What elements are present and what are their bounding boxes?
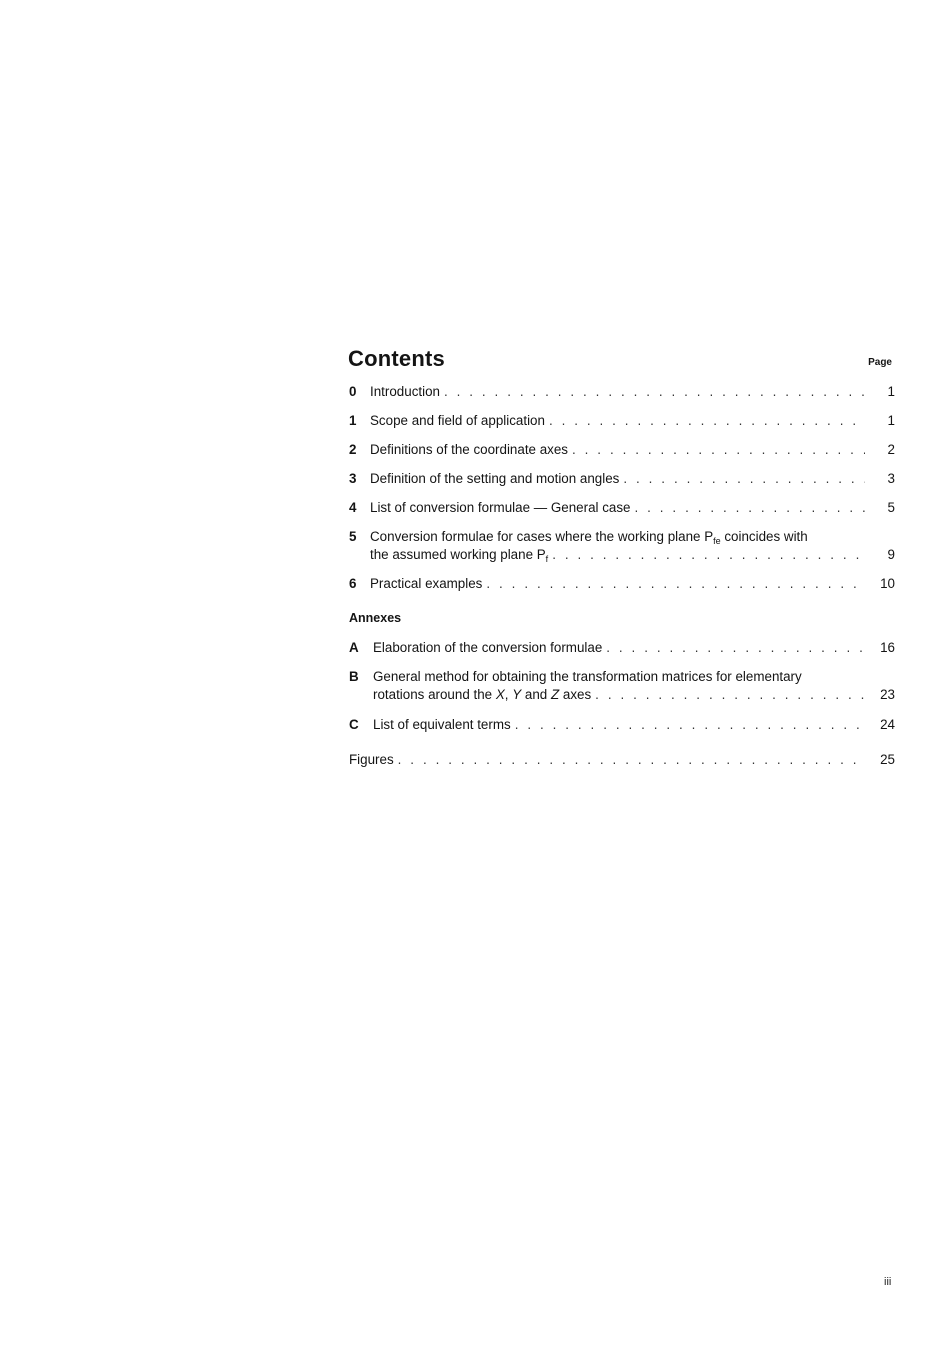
dot-leader [515, 716, 865, 734]
subscript: f [545, 554, 549, 564]
entry-page: 24 [880, 717, 895, 732]
title-text: axes [559, 687, 592, 702]
entry-title-line2 [370, 546, 548, 568]
dot-leader [572, 441, 865, 459]
dot-leader [398, 751, 865, 769]
annex-letter: C [349, 717, 359, 732]
page-number: iii [884, 1276, 892, 1288]
entry-number: 2 [349, 442, 357, 457]
title-text: coincides with [720, 529, 808, 544]
annex-letter: A [349, 640, 359, 655]
toc-annex-a[interactable] [348, 639, 895, 657]
subscript: fe [713, 536, 721, 546]
toc-entry-practical-examples[interactable] [348, 575, 895, 593]
toc-entry-definitions-axes[interactable] [348, 441, 895, 459]
entry-title: List of equivalent terms [373, 717, 511, 732]
entry-title-line2 [373, 686, 591, 704]
entry-title: List of conversion formulae — General case [370, 500, 631, 515]
dot-leader [486, 575, 865, 593]
entry-page: 5 [887, 500, 895, 515]
dot-leader [552, 546, 865, 564]
annexes-heading: Annexes [349, 611, 402, 625]
entry-number: 1 [349, 413, 357, 428]
title-text: and [521, 687, 551, 702]
title-text: rotations around the [373, 687, 496, 702]
toc-entry-introduction[interactable] [348, 383, 895, 401]
entry-title: Definition of the setting and motion angles [370, 471, 620, 486]
entry-number: 3 [349, 471, 357, 486]
entry-number: 0 [349, 384, 357, 399]
title-text: Conversion formulae for cases where the working plane P [370, 529, 714, 544]
dot-leader [444, 383, 865, 401]
dot-leader [595, 686, 865, 704]
axis-z: Z [550, 687, 560, 702]
entry-title: Practical examples [370, 576, 483, 591]
title-text: , [504, 687, 513, 702]
entry-page: 16 [880, 640, 895, 655]
entry-page: 25 [880, 752, 895, 767]
title-text: the assumed working plane P [370, 547, 546, 562]
toc-annex-b[interactable] [348, 668, 895, 704]
toc-entry-conversion-general[interactable] [348, 499, 895, 517]
toc-entry-setting-motion-angles[interactable] [348, 470, 895, 488]
entry-title: Scope and field of application [370, 413, 545, 428]
entry-title-line1: General method for obtaining the transformation matrices for elementary [373, 669, 802, 684]
toc-header [348, 346, 895, 378]
table-of-contents [348, 346, 895, 767]
toc-figures[interactable] [348, 751, 895, 769]
toc-annex-c[interactable] [348, 716, 895, 734]
entry-page: 23 [880, 687, 895, 702]
dot-leader [635, 499, 866, 517]
dot-leader [549, 412, 865, 430]
entry-title: Elaboration of the conversion formulae [373, 640, 603, 655]
annex-letter: B [349, 669, 359, 684]
entry-title: Introduction [370, 384, 440, 399]
dot-leader [623, 470, 865, 488]
entry-number: 4 [349, 500, 357, 515]
entry-title: Definitions of the coordinate axes [370, 442, 569, 457]
entry-page: 1 [887, 413, 895, 428]
entry-page: 2 [887, 442, 895, 457]
entry-title: Figures [349, 752, 394, 767]
entry-number: 6 [349, 576, 357, 591]
toc-title: Contents [348, 346, 445, 371]
entry-page: 3 [887, 471, 895, 486]
entry-page: 1 [887, 384, 895, 399]
page-column-label: Page [868, 357, 892, 368]
entry-page: 10 [880, 576, 895, 591]
entry-number: 5 [349, 529, 357, 544]
toc-entry-scope[interactable] [348, 412, 895, 430]
toc-entry-working-plane[interactable] [348, 528, 895, 564]
entry-page: 9 [887, 547, 895, 562]
axis-y: Y [512, 687, 522, 702]
dot-leader [606, 639, 865, 657]
axis-x: X [495, 687, 505, 702]
